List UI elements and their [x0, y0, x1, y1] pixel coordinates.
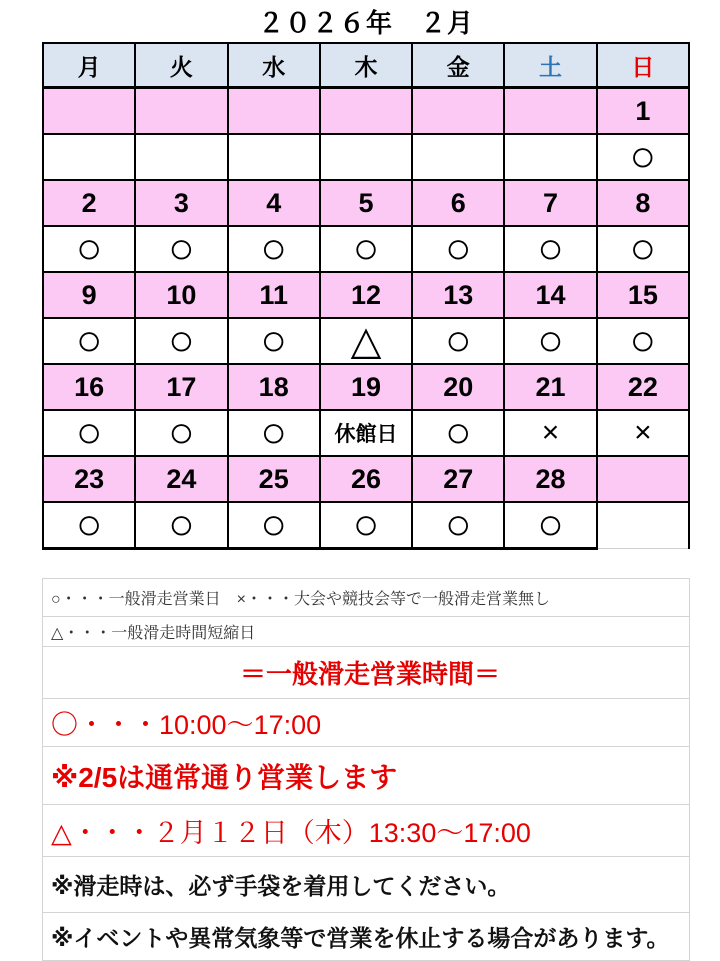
date-cell: 14 [504, 272, 596, 318]
week4-symbol-row [43, 410, 689, 456]
symbol-cell-open: ○ [135, 318, 227, 364]
symbol-cell-open: ○ [412, 318, 504, 364]
symbol-cell [597, 502, 689, 549]
date-cell [228, 88, 320, 135]
symbol-cell-open: ○ [43, 410, 135, 456]
calendar-table [42, 42, 690, 550]
date-cell: 3 [135, 180, 227, 226]
hours-heading: ＝一般滑走営業時間＝ [43, 647, 689, 699]
symbol-cell [504, 134, 596, 180]
date-cell: 15 [597, 272, 689, 318]
symbol-cell [412, 134, 504, 180]
date-cell: 2 [43, 180, 135, 226]
week5-date-row [43, 456, 689, 502]
date-cell [504, 88, 596, 135]
gloves-note-line: ※滑走時は、必ず手袋を着用してください。 [43, 857, 689, 913]
info-section [42, 578, 690, 961]
symbol-cell-open: ○ [320, 226, 412, 272]
symbol-cell-open: ○ [135, 410, 227, 456]
date-cell: 10 [135, 272, 227, 318]
week1-symbol-row [43, 134, 689, 180]
date-cell: 12 [320, 272, 412, 318]
symbol-cell [228, 134, 320, 180]
date-cell: 23 [43, 456, 135, 502]
symbol-cell-closed-day: 休館日 [320, 410, 412, 456]
symbol-cell-open: ○ [597, 318, 689, 364]
triangle-hours-line: △・・・２月１２日（木）13:30～17:00 [43, 805, 689, 857]
symbol-cell-open: ○ [43, 502, 135, 549]
events-note-line: ※イベントや異常気象等で営業を休止する場合があります。 [43, 913, 689, 961]
symbol-cell-open: ○ [504, 318, 596, 364]
date-cell: 24 [135, 456, 227, 502]
date-cell [43, 88, 135, 135]
symbol-cell-open: ○ [228, 226, 320, 272]
symbol-cell-shortened: △ [320, 318, 412, 364]
date-cell: 6 [412, 180, 504, 226]
symbol-cell-open: ○ [43, 226, 135, 272]
date-cell: 7 [504, 180, 596, 226]
symbol-cell-no-skating: × [504, 410, 596, 456]
week3-symbol-row [43, 318, 689, 364]
symbol-cell-open: ○ [597, 134, 689, 180]
symbol-cell-open: ○ [228, 502, 320, 549]
symbol-cell-open: ○ [43, 318, 135, 364]
week2-date-row [43, 180, 689, 226]
date-cell: 13 [412, 272, 504, 318]
calendar-title: ２０２６年 ２月 [257, 7, 474, 38]
date-cell: 11 [228, 272, 320, 318]
symbol-cell-open: ○ [228, 318, 320, 364]
weekday-mon: 月 [43, 43, 135, 88]
date-cell: 22 [597, 364, 689, 410]
date-cell: 21 [504, 364, 596, 410]
symbol-cell-open: ○ [135, 226, 227, 272]
week3-date-row [43, 272, 689, 318]
symbol-cell-open: ○ [412, 410, 504, 456]
symbol-cell-no-skating: × [597, 410, 689, 456]
week1-date-row [43, 88, 689, 135]
week2-symbol-row [43, 226, 689, 272]
date-cell: 27 [412, 456, 504, 502]
week4-date-row [43, 364, 689, 410]
symbol-cell-open: ○ [412, 226, 504, 272]
weekday-sun: 日 [597, 43, 689, 88]
symbol-cell-open: ○ [412, 502, 504, 549]
weekday-sat: 土 [504, 43, 596, 88]
weekday-header-row [43, 43, 689, 88]
date-cell: 4 [228, 180, 320, 226]
date-cell: 9 [43, 272, 135, 318]
symbol-cell [320, 134, 412, 180]
feb5-note-line: ※2/5は通常通り営業します [43, 747, 689, 805]
legend-line-1: ○・・・一般滑走営業日 ×・・・大会や競技会等で一般滑走営業無し [43, 579, 689, 617]
weekday-wed: 水 [228, 43, 320, 88]
symbol-cell-open: ○ [135, 502, 227, 549]
symbol-cell [43, 134, 135, 180]
date-cell: 28 [504, 456, 596, 502]
symbol-cell-open: ○ [597, 226, 689, 272]
date-cell: 5 [320, 180, 412, 226]
date-cell: 17 [135, 364, 227, 410]
date-cell: 1 [597, 88, 689, 135]
symbol-cell-open: ○ [320, 502, 412, 549]
symbol-cell-open: ○ [504, 502, 596, 549]
date-cell: 26 [320, 456, 412, 502]
date-cell: 20 [412, 364, 504, 410]
date-cell [412, 88, 504, 135]
date-cell: 18 [228, 364, 320, 410]
weekday-tue: 火 [135, 43, 227, 88]
date-cell [135, 88, 227, 135]
date-cell [597, 456, 689, 502]
legend-line-2: △・・・一般滑走時間短縮日 [43, 617, 689, 647]
symbol-cell-open: ○ [228, 410, 320, 456]
date-cell: 25 [228, 456, 320, 502]
weekday-thu: 木 [320, 43, 412, 88]
week5-symbol-row [43, 502, 689, 549]
date-cell: 16 [43, 364, 135, 410]
weekday-fri: 金 [412, 43, 504, 88]
date-cell: 8 [597, 180, 689, 226]
symbol-cell [135, 134, 227, 180]
date-cell: 19 [320, 364, 412, 410]
circle-hours-line: 〇・・・10:00～17:00 [43, 699, 689, 747]
symbol-cell-open: ○ [504, 226, 596, 272]
date-cell [320, 88, 412, 135]
